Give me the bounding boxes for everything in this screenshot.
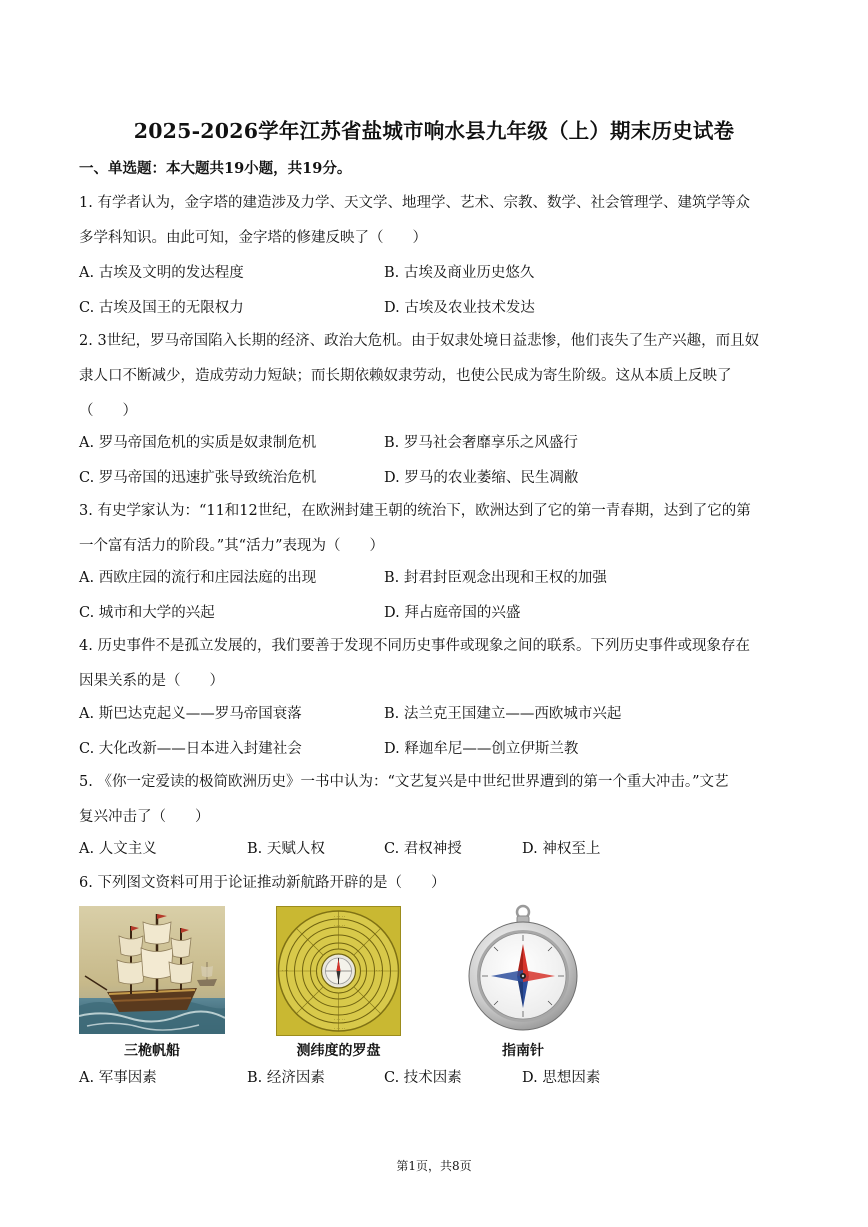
question-4-option-c: C. 大化改新——日本进入封建社会 xyxy=(79,741,302,757)
question-6-options-row xyxy=(79,1061,794,1096)
question-5-line-2: 复兴冲击了（ ） xyxy=(79,809,210,825)
question-1-option-a: A. 古埃及文明的发达程度 xyxy=(79,265,244,281)
compass-photo xyxy=(467,904,579,1036)
question-2-option-c: C. 罗马帝国的迅速扩张导致统治危机 xyxy=(79,470,317,486)
question-4-line-1: 4. 历史事件不是孤立发展的，我们要善于发现不同历史事件或现象之间的联系。下列历史事件或现象存在 xyxy=(79,638,750,654)
luopan-compass-icon xyxy=(276,906,401,1036)
question-3-stem xyxy=(79,494,794,564)
question-5-line-1: 5. 《你一定爱读的极简欧洲历史》一书中认为：“文艺复兴是中世纪世界遭到的第一个重大冲击。”文艺 xyxy=(79,774,729,790)
question-1-options-row-2 xyxy=(79,291,794,326)
question-2-options-row-2 xyxy=(79,461,794,496)
question-5-option-a: A. 人文主义 xyxy=(79,841,157,857)
question-3-line-1: 3. 有史学家认为：“11和12世纪，在欧洲封建王朝的统治下，欧洲达到了它的第一青春期，达到了它的第 xyxy=(79,503,751,519)
question-2-option-b: B. 罗马社会奢靡享乐之风盛行 xyxy=(384,435,578,451)
question-3-options-row-1 xyxy=(79,561,794,596)
svg-text:· · · · ·: · · · · · xyxy=(334,914,346,919)
question-1-option-b: B. 古埃及商业历史悠久 xyxy=(384,265,535,281)
question-3-option-a: A. 西欧庄园的流行和庄园法庭的出现 xyxy=(79,570,317,586)
question-3-line-2: 一个富有活力的阶段。”其“活力”表现为（ ） xyxy=(79,538,384,554)
question-6-stem xyxy=(79,866,794,901)
svg-text:· · ·: · · · xyxy=(376,968,383,973)
question-6-line-1: 6. 下列图文资料可用于论证推动新航路开辟的是（ ） xyxy=(79,875,446,891)
svg-text:· · · · ·: · · · · · xyxy=(334,923,346,928)
sailing-ship-illustration xyxy=(79,906,225,1034)
question-4-options-row-2 xyxy=(79,732,794,767)
question-1-options-row-1 xyxy=(79,256,794,291)
svg-text:· · · · ·: · · · · · xyxy=(334,1017,346,1022)
question-3-option-c: C. 城市和大学的兴起 xyxy=(79,605,215,621)
question-2-stem xyxy=(79,324,794,429)
figure-caption-compass: 指南针 xyxy=(502,1043,544,1059)
question-2-options-row-1 xyxy=(79,426,794,461)
question-2-line-1: 2. 3世纪，罗马帝国陷入长期的经济、政治大危机。由于奴隶处境日益悲惨，他们丧失了生产兴趣，而且奴 xyxy=(79,333,760,349)
question-2-line-2: 隶人口不断减少，造成劳动力短缺；而长期依赖奴隶劳动，也使公民成为寄生阶级。这从本质上反映了 xyxy=(79,368,732,384)
question-1-option-d: D. 古埃及农业技术发达 xyxy=(384,300,535,316)
question-3-option-d: D. 拜占庭帝国的兴盛 xyxy=(384,605,521,621)
question-3-option-b: B. 封君封臣观念出现和王权的加强 xyxy=(384,570,607,586)
question-2-option-d: D. 罗马的农业萎缩、民生凋敝 xyxy=(384,470,579,486)
compass-icon xyxy=(467,904,579,1036)
question-1-stem xyxy=(79,186,794,256)
sailing-ship-icon xyxy=(79,906,225,1034)
question-4-line-2: 因果关系的是（ ） xyxy=(79,673,224,689)
question-6-option-c: C. 技术因素 xyxy=(384,1070,462,1086)
exam-title: 2025-2026学年江苏省盐城市响水县九年级（上）期末历史试卷 xyxy=(133,119,735,143)
page-footer: 第1页，共8页 xyxy=(396,1159,472,1173)
question-1-line-1: 1. 有学者认为，金字塔的建造涉及力学、天文学、地理学、艺术、宗教、数学、社会管理学、建筑学等众 xyxy=(79,195,750,211)
question-4-options-row-1 xyxy=(79,697,794,732)
question-4-stem xyxy=(79,629,794,699)
question-4-option-b: B. 法兰克王国建立——西欧城市兴起 xyxy=(384,706,622,722)
question-5-option-d: D. 神权至上 xyxy=(522,841,601,857)
question-3-options-row-2 xyxy=(79,596,794,631)
question-1-option-c: C. 古埃及国王的无限权力 xyxy=(79,300,244,316)
question-2-option-a: A. 罗马帝国危机的实质是奴隶制危机 xyxy=(79,435,317,451)
question-2-line-3: （ ） xyxy=(79,403,137,419)
question-6-option-b: B. 经济因素 xyxy=(247,1070,325,1086)
latitude-compass-photo xyxy=(276,906,401,1036)
section-heading: 一、单选题：本大题共19小题，共19分。 xyxy=(79,160,352,177)
question-1-line-2: 多学科知识。由此可知，金字塔的修建反映了（ ） xyxy=(79,230,427,246)
question-6-option-d: D. 思想因素 xyxy=(522,1070,601,1086)
figure-caption-ship: 三桅帆船 xyxy=(124,1043,180,1059)
question-5-option-c: C. 君权神授 xyxy=(384,841,462,857)
question-6-option-a: A. 军事因素 xyxy=(79,1070,157,1086)
question-5-stem xyxy=(79,765,794,835)
question-4-option-d: D. 释迦牟尼——创立伊斯兰教 xyxy=(384,741,579,757)
question-5-options-row xyxy=(79,832,794,867)
svg-text:· · · · ·: · · · · · xyxy=(334,1026,346,1031)
question-5-option-b: B. 天赋人权 xyxy=(247,841,325,857)
svg-text:· · ·: · · · xyxy=(282,968,289,973)
question-4-option-a: A. 斯巴达克起义——罗马帝国衰落 xyxy=(79,706,302,722)
figure-caption-luopan: 测纬度的罗盘 xyxy=(296,1043,381,1059)
